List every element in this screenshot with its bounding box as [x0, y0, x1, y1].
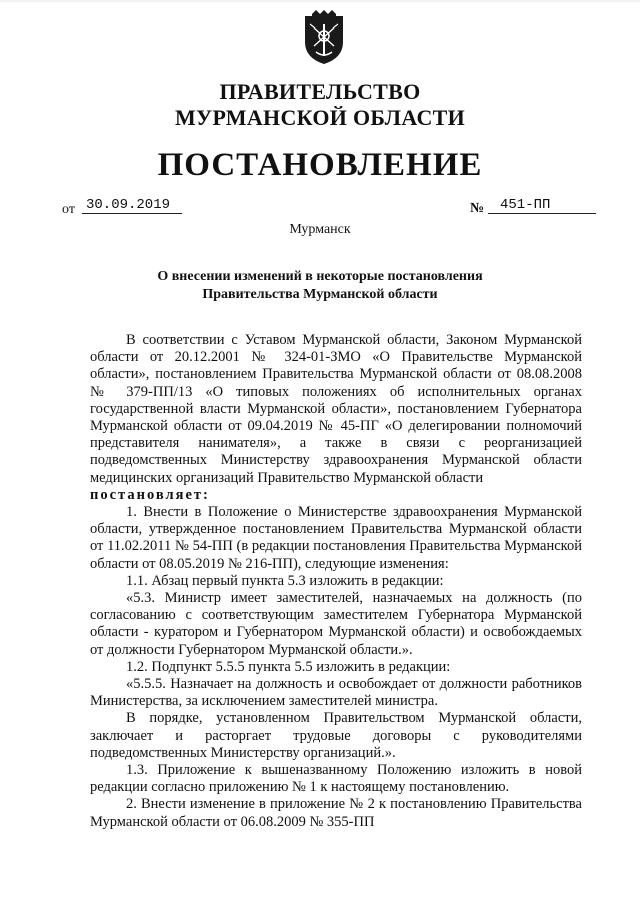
- paragraph-procedure: В порядке, установленном Правительством Мурманской области, заключает и расторгает трудовые договоры с руководителями подведомственных Министерству организаций.».: [90, 710, 582, 761]
- paragraph-item-1-3: 1.3. Приложение к вышеназванному Положению изложить в новой редакции согласно приложению № 1 к настоящему постановлению.: [90, 762, 582, 796]
- scan-edge: [0, 0, 640, 2]
- city-name: Мурманск: [289, 222, 351, 237]
- decree-word: постановляет:: [90, 486, 210, 503]
- number-prefix: №: [470, 201, 485, 216]
- organization-name-line1: ПРАВИТЕЛЬСТВО: [219, 79, 421, 104]
- paragraph-item-1: 1. Внести в Положение о Министерстве здравоохранения Мурманской области, утвержденное постановлением Правительства Мурманской области от 11.02.2011 № 54-ПП (в редакции постановления Правительства Мурманской области от 08.05.2019 № 216-ПП), следующие изменения:: [90, 504, 582, 572]
- subject-line1: О внесении изменений в некоторые постановления: [157, 269, 483, 284]
- paragraph-quote-5-3: «5.3. Министр имеет заместителей, назначаемых на должность (по согласованию с соответствующим заместителем Губернатора Мурманской области - куратором и Губернатором Мурманской области) и освобождаемых от должности Губернатором Мурманской области.».: [90, 590, 582, 658]
- paragraph-item-2: 2. Внести изменение в приложение № 2 к постановлению Правительства Мурманской области от 06.08.2009 № 355-ПП: [90, 796, 582, 830]
- date-prefix: от: [62, 202, 75, 217]
- paragraph-item-1-2: 1.2. Подпункт 5.5.5 пункта 5.5 изложить в редакции:: [126, 658, 451, 675]
- organization-name-line2: МУРМАНСКОЙ ОБЛАСТИ: [174, 105, 466, 130]
- document-number: 451-ПП: [488, 197, 596, 214]
- document-date: 30.09.2019: [82, 197, 182, 214]
- paragraph-preamble: В соответствии с Уставом Мурманской области, Законом Мурманской области от 20.12.2001 № 324-01-ЗМО «О Правительстве Мурманской области», постановлением Правительства Мурманской области от 08.08.2008 № 379-ПП/13 «О типовых положениях об исполнительных органах государственной власти Мурманской области», постановлением Губернатора Мурманской области от 09.04.2019 № 45-ПГ «О делегировании полномочий представителя нанимателя», а также в связи с реорганизацией подведомственных Министерству здравоохранения Мурманской области медицинских организаций Правительство Мурманской области: [90, 332, 582, 486]
- document-body: [90, 332, 582, 831]
- paragraph-item-1-1: 1.1. Абзац первый пункта 5.3 изложить в редакции:: [126, 572, 444, 589]
- paragraph-quote-5-5-5: «5.5.5. Назначает на должность и освобождает от должности работников Министерства, за исключением заместителей министра.: [90, 676, 582, 710]
- document-subject: [0, 268, 640, 304]
- document-type-title: ПОСТАНОВЛЕНИЕ: [157, 147, 483, 183]
- subject-line2: Правительства Мурманской области: [202, 287, 438, 302]
- coat-of-arms-icon: [301, 10, 347, 65]
